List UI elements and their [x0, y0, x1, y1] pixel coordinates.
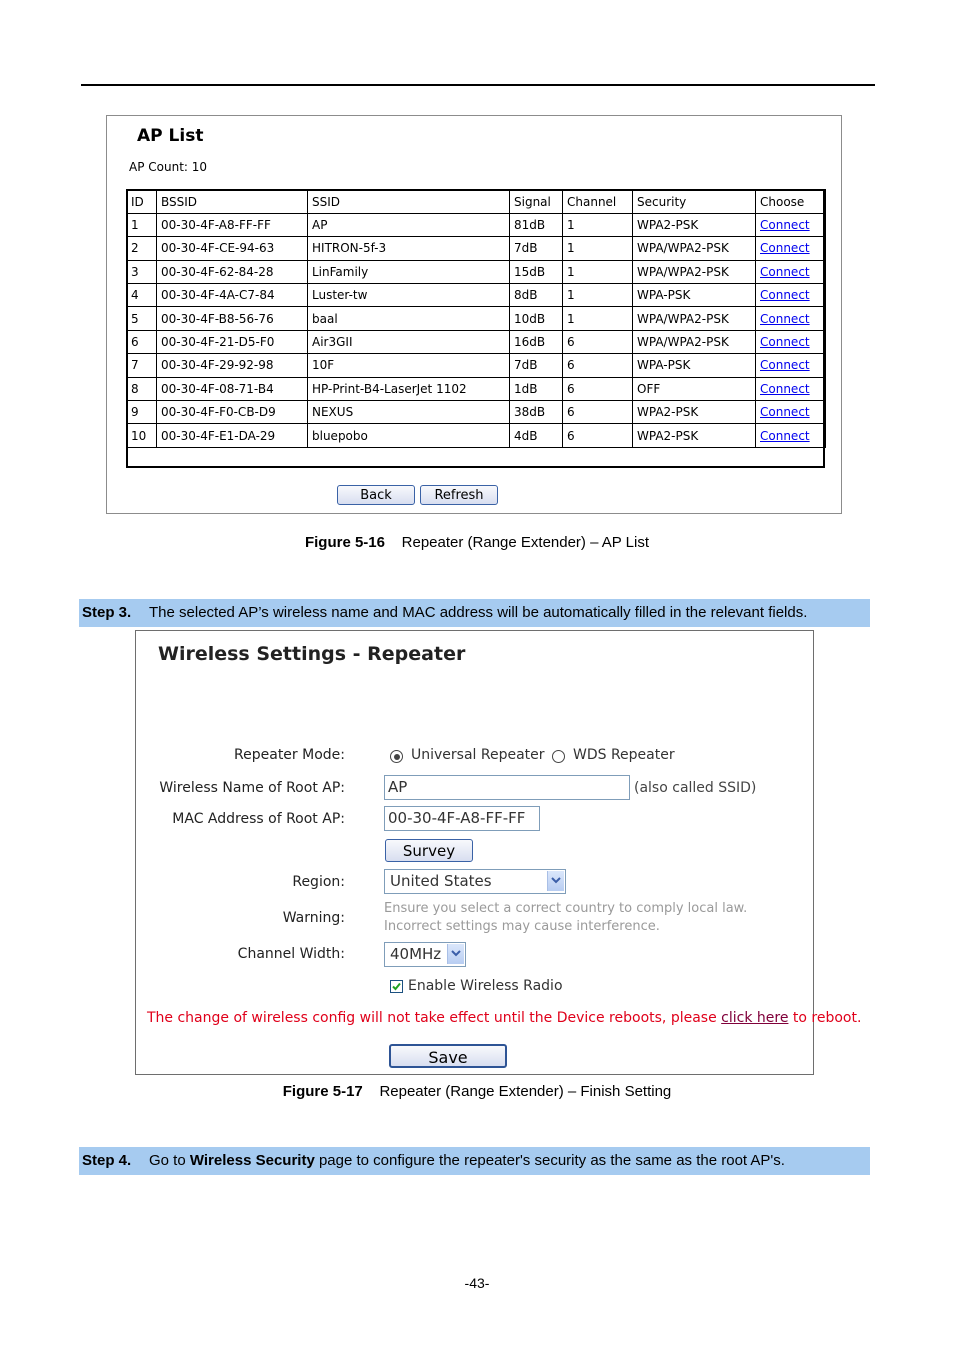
table-cell: 00-30-4F-08-71-B4	[157, 377, 308, 400]
table-cell: 1	[563, 260, 633, 283]
connect-link[interactable]: Connect	[760, 311, 810, 326]
table-cell: 00-30-4F-E1-DA-29	[157, 424, 308, 447]
table-cell: WPA2-PSK	[633, 424, 756, 447]
table-cell: 10	[127, 424, 157, 447]
table-row	[127, 401, 826, 424]
table-cell: 1dB	[510, 377, 563, 400]
table-cell: 15dB	[510, 260, 563, 283]
ap-list-title: AP List	[137, 126, 204, 146]
table-cell: 6	[563, 424, 633, 447]
table-cell: LinFamily	[308, 260, 510, 283]
table-cell	[756, 377, 826, 400]
table-cell: 00-30-4F-4A-C7-84	[157, 284, 308, 307]
table-cell: 00-30-4F-62-84-28	[157, 260, 308, 283]
region-label: Region:	[292, 874, 345, 890]
connect-link[interactable]: Connect	[760, 405, 810, 420]
table-header-row	[127, 190, 826, 213]
table-cell: 4dB	[510, 424, 563, 447]
figure-16-caption	[0, 534, 954, 551]
channel-width-selected-value: 40MHz	[390, 945, 442, 963]
table-cell: bluepobo	[308, 424, 510, 447]
warning-label: Warning:	[282, 910, 345, 926]
root-name-label: Wireless Name of Root AP:	[159, 780, 345, 796]
caption-text: Repeater (Range Extender) – Finish Setting	[379, 1083, 672, 1100]
table-row	[127, 284, 826, 307]
table-row	[127, 330, 826, 353]
warning-line-2: Incorrect settings may cause interference.	[384, 919, 660, 934]
table-row	[127, 424, 826, 447]
table-cell: Luster-tw	[308, 284, 510, 307]
connect-link[interactable]: Connect	[760, 381, 810, 396]
table-cell: OFF	[633, 377, 756, 400]
back-button[interactable]: Back	[337, 485, 415, 505]
wireless-settings-title: Wireless Settings - Repeater	[158, 643, 466, 665]
ap-count: AP Count: 10	[129, 160, 208, 174]
column-header: Channel	[563, 190, 633, 213]
table-cell: WPA2-PSK	[633, 213, 756, 236]
table-cell	[756, 307, 826, 330]
table-cell: NEXUS	[308, 401, 510, 424]
step-number: Step 4.	[82, 1152, 132, 1169]
table-cell: 7dB	[510, 237, 563, 260]
table-cell: WPA/WPA2-PSK	[633, 307, 756, 330]
checkmark-icon	[391, 981, 402, 992]
table-cell: 10F	[308, 354, 510, 377]
region-selected-value: United States	[390, 872, 492, 890]
table-cell: 6	[563, 377, 633, 400]
table-cell: WPA2-PSK	[633, 401, 756, 424]
table-cell: AP	[308, 213, 510, 236]
table-cell: 6	[563, 354, 633, 377]
table-cell: WPA/WPA2-PSK	[633, 237, 756, 260]
table-cell: 00-30-4F-21-D5-F0	[157, 330, 308, 353]
table-cell: Air3GII	[308, 330, 510, 353]
table-cell: WPA/WPA2-PSK	[633, 330, 756, 353]
table-cell	[756, 284, 826, 307]
table-cell	[756, 213, 826, 236]
enable-wireless-radio-checkbox[interactable]	[390, 980, 403, 993]
table-cell: 10dB	[510, 307, 563, 330]
table-cell: 7dB	[510, 354, 563, 377]
table-cell: 00-30-4F-29-92-98	[157, 354, 308, 377]
table-cell: HITRON-5f-3	[308, 237, 510, 260]
enable-wireless-radio-label[interactable]: Enable Wireless Radio	[408, 978, 563, 994]
table-row	[127, 377, 826, 400]
table-cell	[756, 237, 826, 260]
channel-width-select[interactable]	[384, 942, 466, 967]
radio-selected-dot	[394, 754, 400, 760]
table-cell: 6	[563, 401, 633, 424]
column-header: Choose	[756, 190, 826, 213]
table-cell	[756, 354, 826, 377]
universal-repeater-label[interactable]: Universal Repeater	[411, 747, 545, 763]
page-number: -43-	[464, 1275, 490, 1291]
table-cell: 7	[127, 354, 157, 377]
caption-label: Figure 5-16	[304, 534, 385, 551]
connect-link[interactable]: Connect	[760, 335, 810, 350]
table-cell: baal	[308, 307, 510, 330]
figure-17-caption	[0, 1083, 954, 1100]
table-cell: 16dB	[510, 330, 563, 353]
chevron-down-icon[interactable]	[547, 871, 564, 891]
table-cell: 00-30-4F-B8-56-76	[157, 307, 308, 330]
channel-width-label: Channel Width:	[237, 946, 345, 962]
ap-list-table	[126, 189, 826, 448]
mac-address-input[interactable]: 00-30-4F-A8-FF-FF	[384, 806, 540, 831]
table-cell: WPA-PSK	[633, 284, 756, 307]
ssid-hint: (also called SSID)	[634, 780, 757, 796]
wireless-settings-panel	[135, 630, 814, 1075]
step-4-bar	[79, 1147, 870, 1175]
chevron-down-icon[interactable]	[447, 944, 464, 964]
column-header: SSID	[308, 190, 510, 213]
column-header: ID	[127, 190, 157, 213]
table-cell: 6	[127, 330, 157, 353]
universal-repeater-radio[interactable]	[390, 750, 403, 763]
step-text: The selected AP’s wireless name and MAC address will be automatically filled in the relevant fields.	[149, 604, 808, 621]
table-row	[127, 237, 826, 260]
table-cell: 5	[127, 307, 157, 330]
table-cell: 1	[563, 307, 633, 330]
save-button[interactable]: Save	[389, 1044, 507, 1068]
wireless-security-emphasis: Wireless Security	[189, 1152, 315, 1169]
table-cell: 2	[127, 237, 157, 260]
connect-link[interactable]: Connect	[760, 358, 810, 373]
table-cell: 81dB	[510, 213, 563, 236]
caption-text: Repeater (Range Extender) – AP List	[401, 534, 650, 551]
table-row	[127, 354, 826, 377]
table-cell	[756, 330, 826, 353]
table-cell: 00-30-4F-F0-CB-D9	[157, 401, 308, 424]
step-text-part: Go to	[149, 1152, 190, 1169]
table-cell	[756, 424, 826, 447]
table-row	[127, 260, 826, 283]
table-cell: 8	[127, 377, 157, 400]
step-number: Step 3.	[82, 604, 132, 621]
connect-link[interactable]: Connect	[760, 241, 810, 256]
table-cell: WPA-PSK	[633, 354, 756, 377]
column-header: Security	[633, 190, 756, 213]
wds-repeater-label[interactable]: WDS Repeater	[573, 747, 675, 763]
reboot-link[interactable]: click here	[721, 1010, 789, 1026]
step-text-part: page to configure the repeater's security as the same as the root AP's.	[314, 1152, 785, 1169]
table-cell: 00-30-4F-A8-FF-FF	[157, 213, 308, 236]
table-cell: 00-30-4F-CE-94-63	[157, 237, 308, 260]
table-cell	[756, 260, 826, 283]
column-header: BSSID	[157, 190, 308, 213]
warning-text	[384, 900, 747, 936]
connect-link[interactable]: Connect	[760, 218, 810, 233]
root-name-input[interactable]: AP	[384, 775, 630, 800]
header-rule	[81, 84, 875, 86]
table-cell: 9	[127, 401, 157, 424]
table-cell: 38dB	[510, 401, 563, 424]
table-cell: 1	[563, 213, 633, 236]
mac-address-label: MAC Address of Root AP:	[172, 811, 345, 827]
reboot-note-suffix: to reboot.	[792, 1010, 862, 1026]
reboot-note-text: The change of wireless config will not take effect until the Device reboots, please	[147, 1010, 717, 1026]
table-cell: WPA/WPA2-PSK	[633, 260, 756, 283]
table-cell: 1	[127, 213, 157, 236]
connect-link[interactable]: Connect	[760, 428, 810, 443]
survey-button[interactable]: Survey	[385, 839, 473, 862]
repeater-mode-label: Repeater Mode:	[234, 747, 345, 763]
refresh-button[interactable]: Refresh	[420, 485, 498, 505]
table-cell: 1	[563, 237, 633, 260]
region-select[interactable]	[384, 869, 566, 894]
connect-link[interactable]: Connect	[760, 264, 810, 279]
table-row	[127, 213, 826, 236]
table-cell	[756, 401, 826, 424]
warning-line-1: Ensure you select a correct country to comply local law.	[384, 901, 748, 916]
step-text	[149, 1152, 785, 1169]
table-row	[127, 307, 826, 330]
wds-repeater-radio[interactable]	[552, 750, 565, 763]
table-cell: 6	[563, 330, 633, 353]
column-header: Signal	[510, 190, 563, 213]
caption-label: Figure 5-17	[282, 1083, 363, 1100]
step-3-bar	[79, 599, 870, 627]
table-cell: HP-Print-B4-LaserJet 1102	[308, 377, 510, 400]
table-cell: 1	[563, 284, 633, 307]
connect-link[interactable]: Connect	[760, 288, 810, 303]
table-cell: 4	[127, 284, 157, 307]
reboot-note	[147, 1010, 861, 1026]
table-cell: 8dB	[510, 284, 563, 307]
table-cell: 3	[127, 260, 157, 283]
